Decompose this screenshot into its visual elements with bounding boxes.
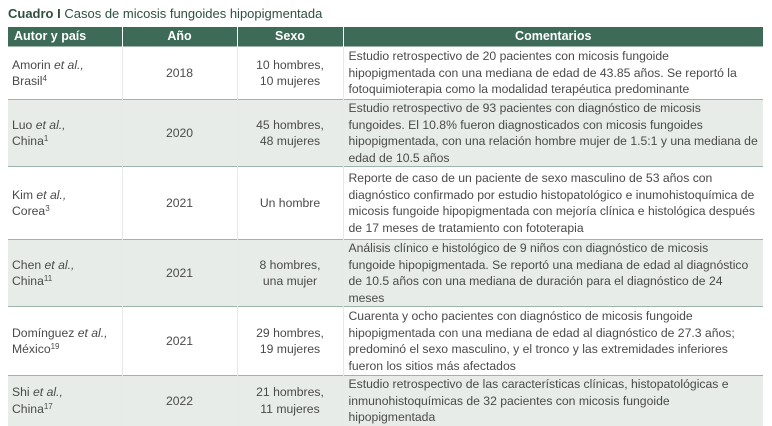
table-caption xyxy=(8,6,322,21)
author-cell xyxy=(8,167,122,240)
header-year: Año xyxy=(122,27,237,47)
reference-number: 17 xyxy=(43,401,53,411)
author-cell xyxy=(8,376,122,426)
author-country: China xyxy=(12,401,44,416)
sex-line-1: 29 hombres, xyxy=(256,325,324,340)
author-cell xyxy=(8,307,122,376)
sex-line-2: 10 mujeres xyxy=(259,74,321,88)
year-cell: 2021 xyxy=(122,240,237,307)
sex-line-1: 21 hombres, xyxy=(256,385,324,400)
comment-cell: Estudio retrospectivo de 93 pacientes con diagnóstico de micosis fungoides. El 10.8% fueron diagnosticados con micosis fungoides hipopigmentada, con una relación hombre mujer de 1.5:1 y una mediana de edad de 10.5 años xyxy=(343,100,763,167)
author-name: Luo xyxy=(12,117,33,132)
reference-number: 11 xyxy=(43,274,53,283)
reference-number: 19 xyxy=(50,342,60,351)
comment-cell: Análisis clínico e histológico de 9 niños con diagnóstico de micosis fungoide hipopigmentada. Se reportó una mediana de edad al diagnóstico de 10.5 años con una mediana de duración para el diagnóstico de 24 meses xyxy=(343,240,763,307)
sex-cell xyxy=(237,376,343,426)
table-row xyxy=(8,307,763,376)
author-cell xyxy=(8,240,122,307)
author-country: Brasil xyxy=(12,74,43,88)
year-cell: 2021 xyxy=(122,307,237,376)
header-comments: Comentarios xyxy=(343,27,763,47)
et-al: et al., xyxy=(35,117,66,132)
et-al: et al., xyxy=(33,385,63,400)
author-name: Kim xyxy=(12,187,33,202)
year-cell: 2018 xyxy=(122,47,237,100)
sex-cell xyxy=(237,100,343,167)
sex-line-1: 8 hombres, xyxy=(259,257,321,272)
author-country: China xyxy=(12,134,44,148)
cases-table xyxy=(8,27,763,426)
sex-line-1: 10 hombres, xyxy=(256,57,324,72)
sex-cell xyxy=(237,47,343,100)
sex-line-2: una mujer xyxy=(262,274,318,288)
et-al: et al., xyxy=(77,325,108,340)
caption-label: Cuadro I xyxy=(8,6,61,21)
year-cell: 2020 xyxy=(122,100,237,167)
sex-line-2: 19 mujeres xyxy=(259,342,321,356)
year-cell: 2021 xyxy=(122,167,237,240)
et-al: et al., xyxy=(36,187,67,202)
author-country: China xyxy=(12,274,44,288)
author-country: Corea xyxy=(12,204,46,218)
sex-cell xyxy=(237,307,343,376)
sex-cell xyxy=(237,167,343,240)
table-row xyxy=(8,240,763,307)
sex-line-2: 11 mujeres xyxy=(260,401,320,416)
sex-line-1: 45 hombres, xyxy=(256,117,324,132)
author-cell xyxy=(8,47,122,100)
author-name: Amorin xyxy=(12,57,51,72)
header-author: Autor y país xyxy=(8,27,122,47)
table-row xyxy=(8,167,763,240)
author-name: Chen xyxy=(12,257,42,272)
sex-line-2: 48 mujeres xyxy=(259,134,321,148)
year-cell: 2022 xyxy=(122,376,237,426)
reference-number: 4 xyxy=(42,74,47,83)
comment-cell: Estudio retrospectivo de 20 pacientes con micosis fungoide hipopigmentada con una mediana de edad de 43.85 años. Se reportó la fotoquimioterapia como la modalidad terapéutica predominante xyxy=(343,47,763,100)
table-row xyxy=(8,100,763,167)
author-country: México xyxy=(12,342,51,356)
author-name: Shi xyxy=(12,385,30,400)
sex-cell xyxy=(237,240,343,307)
author-name: Domínguez xyxy=(12,325,75,340)
header-sex: Sexo xyxy=(237,27,343,47)
reference-number: 1 xyxy=(43,134,49,143)
caption-title: Casos de micosis fungoides hipopigmentada xyxy=(64,6,323,21)
sex-line-1: Un hombre xyxy=(259,195,321,210)
table-row xyxy=(8,47,763,100)
comment-cell: Estudio retrospectivo de las características clínicas, histopatológicas e inmunohistoquímicas de 32 pacientes con micosis fungoide hipopigmentada xyxy=(343,376,763,426)
reference-number: 3 xyxy=(45,204,50,213)
header-row xyxy=(8,27,763,47)
comment-cell: Reporte de caso de un paciente de sexo masculino de 53 años con diagnóstico confirmado por estudio histopatológico e inumohistoquímica de micosis fungoide hipopigmentada con mejoría clínica e histológica después de 17 meses de tratamiento con fototerapia xyxy=(343,167,763,240)
et-al: et al., xyxy=(54,57,84,72)
table-row xyxy=(8,376,763,426)
author-cell xyxy=(8,100,122,167)
et-al: et al., xyxy=(44,257,75,272)
comment-cell: Cuarenta y ocho pacientes con diagnóstico de micosis fungoide hipopigmentada con una mediana de edad al diagnóstico de 27.3 años; predominó el sexo masculino, y el tronco y las extremidades inferiores fueron los sitios más afectados xyxy=(343,307,763,376)
